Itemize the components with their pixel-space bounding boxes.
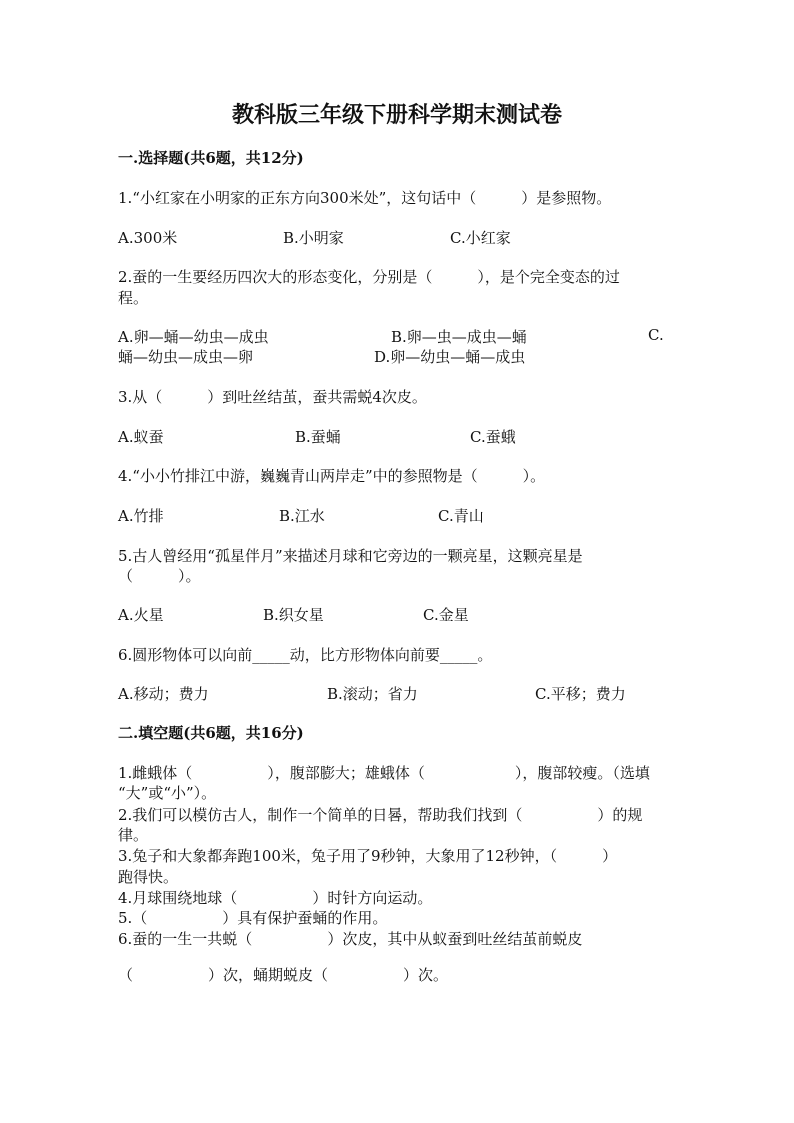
question-4-option-b: B.江水 [279,507,325,525]
question-3-option-c: C.蚕蛾 [470,428,516,446]
question-5-stem-line2: （ ）。 [118,567,201,585]
question-2-stem-line1: 2.蚕的一生要经历四次大的形态变化，分别是（ ），是个完全变态的过 [118,268,620,286]
fill-line: 2.我们可以模仿古人，制作一个简单的日晷，帮助我们找到（ ）的规 [118,806,643,824]
fill-line: 1.雌蛾体（ ），腹部膨大；雄蛾体（ ），腹部较瘦。（选填 [118,764,650,782]
question-3-option-a: A.蚁蚕 [118,428,164,446]
question-5-option-b: B.织女星 [263,606,324,624]
question-2-option-c-text: 蛹—幼虫—成虫—卵 [118,348,254,366]
question-4-option-c: C.青山 [438,507,484,525]
question-2-option-b: B.卵—虫—成虫—蛹 [391,328,527,346]
fill-line: “大”或“小”）。 [118,784,217,802]
fill-line: 4.月球围绕地球（ ）时针方向运动。 [118,889,433,907]
question-5-option-c: C.金星 [423,606,469,624]
question-6-option-b: B.滚动；省力 [327,685,418,703]
fill-line: 律。 [118,826,149,844]
fill-line: 6.蚕的一生一共蜕（ ）次皮，其中从蚁蚕到吐丝结茧前蜕皮 [118,930,583,948]
question-1-option-b: B.小明家 [283,229,344,247]
question-6-option-a: A.移动；费力 [118,685,209,703]
question-2-stem-line2: 程。 [118,289,149,307]
question-2-option-a: A.卵—蛹—幼虫—成虫 [118,328,269,346]
question-1-option-a: A.300米 [118,229,178,247]
question-3-option-b: B.蚕蛹 [295,428,341,446]
section-heading-choice: 一.选择题(共6题，共12分) [118,149,304,167]
question-3-stem: 3.从（ ）到吐丝结茧，蚕共需蜕4次皮。 [118,388,427,406]
section-heading-fill: 二.填空题(共6题，共16分) [118,724,304,742]
question-1-option-c: C.小红家 [450,229,511,247]
question-6-stem: 6.圆形物体可以向前_____动，比方形物体向前要_____。 [118,646,493,664]
fill-line: 跑得快。 [118,868,179,886]
fill-line: 3.兔子和大象都奔跑100米，兔子用了9秒钟，大象用了12秒钟，（ ） [118,847,618,865]
question-5-stem-line1: 5.古人曾经用“孤星伴月”来描述月球和它旁边的一颗亮星，这颗亮星是 [118,547,583,565]
fill-line: 5.（ ）具有保护蚕蛹的作用。 [118,909,388,927]
question-4-stem: 4.“小小竹排江中游，巍巍青山两岸走”中的参照物是（ ）。 [118,467,546,485]
question-1-stem: 1.“小红家在小明家的正东方向300米处”，这句话中（ ）是参照物。 [118,189,612,207]
page-title: 教科版三年级下册科学期末测试卷 [231,102,562,128]
question-2-option-c-label: C. [648,326,664,344]
question-5-option-a: A.火星 [118,606,164,624]
question-2-option-d: D.卵—幼虫—蛹—成虫 [374,348,526,366]
fill-line: （ ）次，蛹期蜕皮（ ）次。 [118,966,449,984]
question-4-option-a: A.竹排 [118,507,164,525]
question-6-option-c: C.平移；费力 [535,685,626,703]
